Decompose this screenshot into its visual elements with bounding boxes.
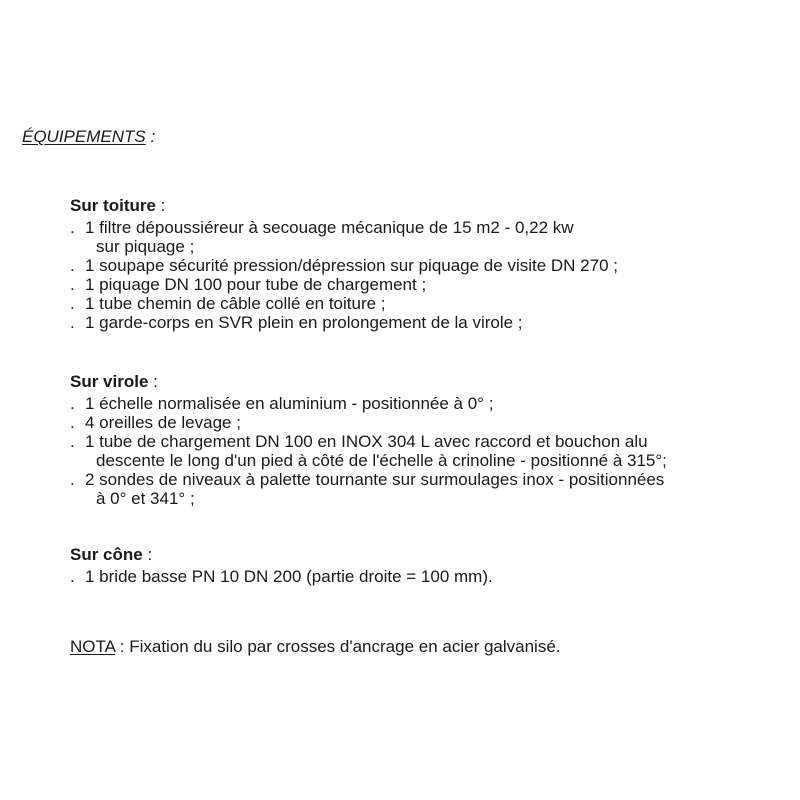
item-text: 1 piquage DN 100 pour tube de chargement ; — [85, 275, 427, 294]
item-continuation: à 0° et 341° ; — [96, 489, 195, 508]
list-item — [70, 294, 790, 313]
section-heading-colon: : — [148, 372, 158, 391]
list-item — [70, 413, 790, 432]
section-heading-colon: : — [155, 196, 166, 215]
item-text: 1 échelle normalisée en aluminium - positionnée à 0° ; — [85, 394, 494, 413]
item-text: 1 tube de chargement DN 100 en INOX 304 L avec raccord et bouchon alu — [85, 432, 648, 451]
bullet: . — [70, 275, 75, 294]
item-text: 1 filtre dépoussiéreur à secouage mécanique de 15 m2 - 0,22 kw — [85, 218, 574, 237]
bullet: . — [70, 567, 75, 586]
bullet: . — [70, 413, 75, 432]
section-sur-virole — [70, 372, 790, 508]
bullet: . — [70, 394, 75, 413]
section-heading-colon: : — [142, 545, 153, 564]
item-list — [70, 218, 790, 332]
bullet: . — [70, 256, 75, 275]
bullet: . — [70, 294, 75, 313]
item-continuation: descente le long d'un pied à côté de l'échelle à crinoline - positionné à 315°; — [96, 451, 667, 470]
list-item — [70, 256, 790, 275]
nota-label: NOTA — [70, 637, 116, 656]
nota-text: : Fixation du silo par crosses d'ancrage en acier galvanisé. — [115, 637, 561, 656]
section-heading-text: Sur cône — [70, 545, 143, 564]
title-suffix: : — [145, 127, 156, 146]
nota-note — [70, 637, 561, 656]
item-list — [70, 394, 790, 508]
item-text: 1 bride basse PN 10 DN 200 (partie droite = 100 mm). — [85, 567, 493, 586]
section-sur-toiture — [70, 196, 790, 332]
list-item — [70, 432, 790, 470]
item-text: 1 tube chemin de câble collé en toiture ; — [85, 294, 386, 313]
section-heading — [70, 545, 790, 564]
item-text: 1 garde-corps en SVR plein en prolongement de la virole ; — [85, 313, 523, 332]
list-item — [70, 218, 790, 256]
item-text: 1 soupape sécurité pression/dépression sur piquage de visite DN 270 ; — [85, 256, 618, 275]
bullet: . — [70, 470, 75, 489]
item-text: 4 oreilles de levage ; — [85, 413, 241, 432]
list-item — [70, 394, 790, 413]
list-item — [70, 470, 790, 508]
section-heading-text: Sur virole — [70, 372, 149, 391]
item-list — [70, 567, 790, 586]
list-item — [70, 313, 790, 332]
list-item — [70, 567, 790, 586]
document-title — [22, 127, 155, 146]
item-continuation: sur piquage ; — [96, 237, 195, 256]
item-text: 2 sondes de niveaux à palette tournante sur surmoulages inox - positionnées — [85, 470, 665, 489]
section-sur-cone — [70, 545, 790, 586]
bullet: . — [70, 313, 75, 332]
section-heading — [70, 196, 790, 215]
title-text: ÉQUIPEMENTS — [22, 127, 146, 146]
section-heading — [70, 372, 790, 391]
list-item — [70, 275, 790, 294]
bullet: . — [70, 218, 75, 237]
section-heading-text: Sur toiture — [70, 196, 156, 215]
bullet: . — [70, 432, 75, 451]
